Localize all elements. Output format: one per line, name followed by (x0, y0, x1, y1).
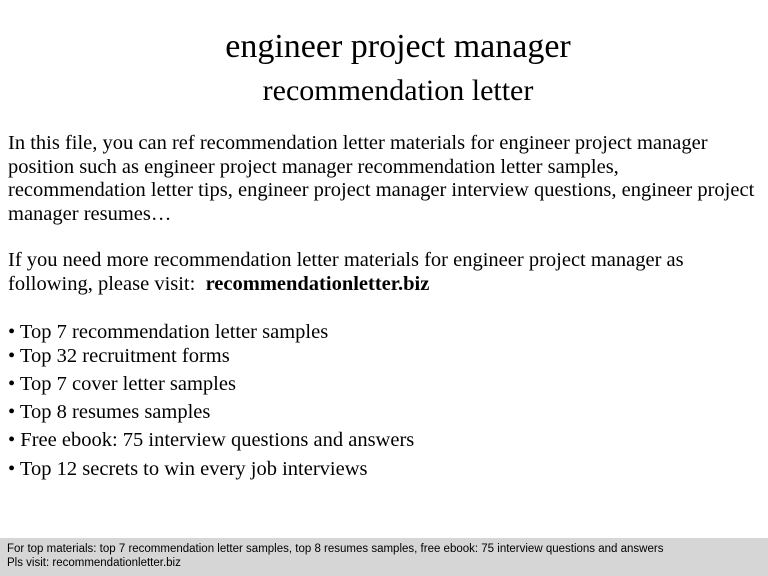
list-item: • Top 8 resumes samples (8, 401, 211, 423)
list-item: • Top 12 secrets to win every job interviews (8, 458, 368, 480)
list-item: • Top 32 recruitment forms (8, 345, 230, 367)
list-item: • Free ebook: 75 interview questions and answers (8, 429, 415, 451)
intro-paragraph: In this file, you can ref recommendation letter materials for engineer project manager position such as engineer project manager recommendation letter samples, recommendation letter tips, engineer project manager interview questions, engineer project manager resumes… (8, 132, 755, 225)
footer-visit-text: Pls visit: recommendationletter.biz (7, 557, 181, 569)
slide-title: engineer project manager (225, 28, 571, 65)
footer-materials-text: For top materials: top 7 recommendation letter samples, top 8 resumes samples, free ebook: 75 interview questions and answers (7, 543, 664, 555)
visit-text: If you need more recommendation letter materials for engineer project manager as following, please visit: (8, 249, 684, 295)
footer-bar (0, 538, 768, 576)
visit-paragraph (8, 249, 760, 296)
list-item: • Top 7 cover letter samples (8, 373, 236, 395)
slide-subtitle: recommendation letter (262, 74, 534, 107)
list-item: • Top 7 recommendation letter samples (8, 321, 329, 343)
visit-link[interactable]: recommendationletter.biz (205, 272, 430, 295)
